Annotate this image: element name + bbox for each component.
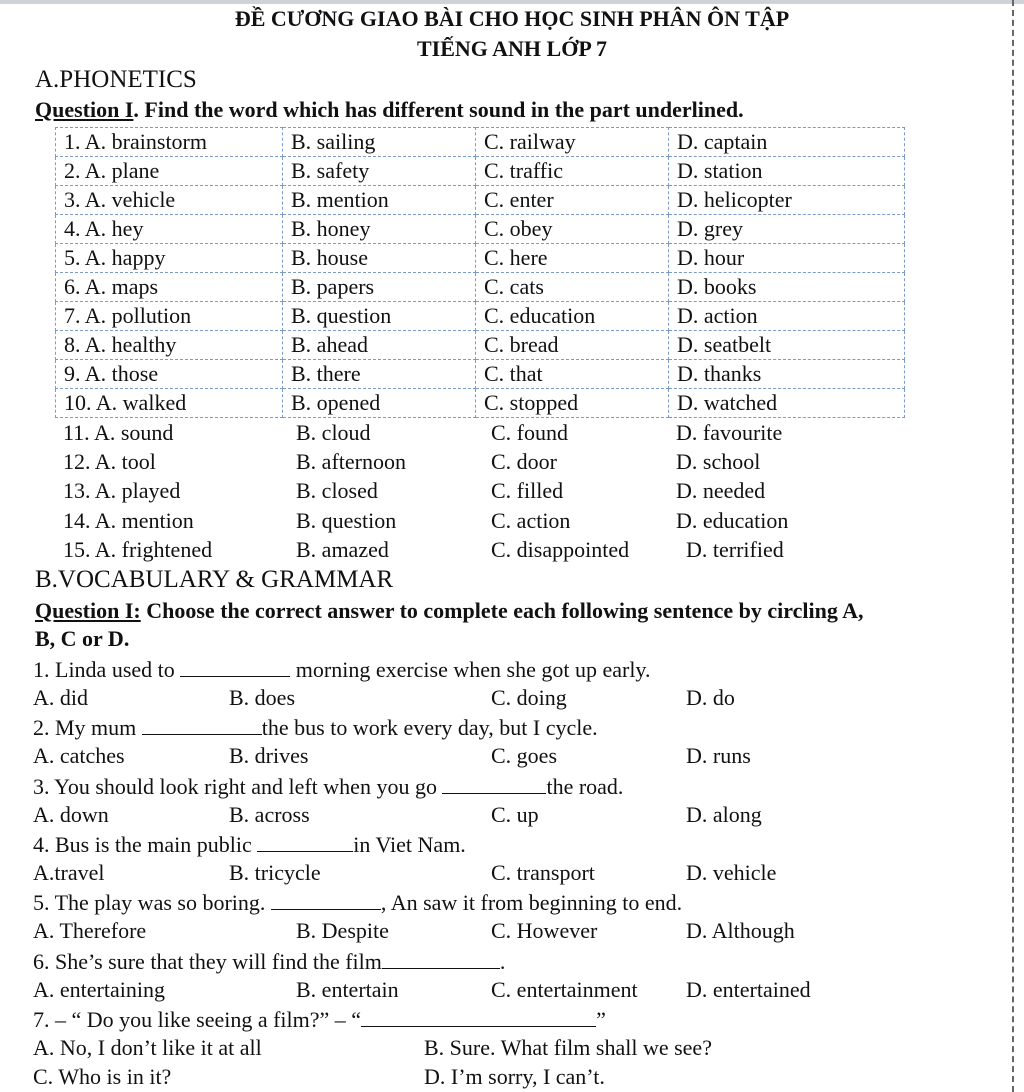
phonetics-option: 12. A. tool xyxy=(63,449,156,475)
phonetics-option: D. education xyxy=(676,507,789,533)
question-2-heading-line-2: B, C or D. xyxy=(35,626,130,651)
phonetics-option: D. books xyxy=(669,273,905,302)
answer-option[interactable]: C. doing xyxy=(491,685,567,710)
phonetics-row xyxy=(56,360,905,389)
phonetics-option: 14. A. mention xyxy=(63,507,194,533)
question-text: , An saw it from beginning to end. xyxy=(380,890,683,916)
phonetics-option: 2. A. plane xyxy=(56,157,283,186)
title-line-1: ĐỀ CƯƠNG GIAO BÀI CHO HỌC SINH PHÂN ÔN TẬP xyxy=(234,6,790,31)
phonetics-option: B. question xyxy=(296,507,397,533)
answer-option[interactable]: B. across xyxy=(229,801,310,827)
answer-blank xyxy=(271,891,381,910)
answer-option[interactable]: C. However xyxy=(491,918,598,944)
phonetics-option: B. honey xyxy=(283,215,476,244)
phonetics-option: D. watched xyxy=(669,389,905,418)
answer-option[interactable]: D. vehicle xyxy=(686,859,777,885)
phonetics-row xyxy=(56,331,905,360)
section-a-heading: A.PHONETICS xyxy=(35,66,197,93)
question-text: in Viet Nam. xyxy=(353,831,466,857)
answer-option[interactable]: A. did xyxy=(33,685,88,710)
phonetics-option: C. disappointed xyxy=(491,536,630,562)
phonetics-option: 5. A. happy xyxy=(56,244,283,273)
answer-option[interactable]: C. entertainment xyxy=(491,976,638,1002)
question-text: 2. My mum xyxy=(33,715,142,741)
answer-option[interactable]: D. I’m sorry, I can’t. xyxy=(424,1063,605,1089)
answer-blank xyxy=(142,716,262,735)
phonetics-option: 15. A. frightened xyxy=(63,536,213,562)
phonetics-option: C. door xyxy=(491,449,557,475)
phonetics-option: C. obey xyxy=(476,215,669,244)
question-text: 3. You should look right and left when you go xyxy=(33,773,443,799)
answer-option[interactable]: A. entertaining xyxy=(33,976,165,1002)
answer-option[interactable]: C. transport xyxy=(491,859,595,885)
question-stem xyxy=(33,716,598,739)
question-stem xyxy=(33,775,623,798)
question-text: 7. – “ Do you like seeing a film?” – “ xyxy=(33,1006,362,1032)
phonetics-row xyxy=(56,273,905,302)
phonetics-option: B. there xyxy=(283,360,476,389)
answer-option[interactable]: A. Therefore xyxy=(33,918,147,944)
question-1-label: Question I xyxy=(35,97,134,122)
answer-blank xyxy=(442,775,546,794)
phonetics-option: D. captain xyxy=(669,128,905,157)
phonetics-option: D. school xyxy=(676,449,761,475)
answer-option[interactable]: D. entertained xyxy=(686,976,811,1002)
phonetics-option: 1. A. brainstorm xyxy=(56,128,283,157)
answer-blank xyxy=(180,658,290,677)
phonetics-row xyxy=(56,244,905,273)
answer-option[interactable]: C. goes xyxy=(491,743,557,769)
phonetics-option: D. helicopter xyxy=(669,186,905,215)
page-top-edge xyxy=(0,0,1024,4)
phonetics-option: C. filled xyxy=(491,478,564,504)
phonetics-row xyxy=(56,302,905,331)
phonetics-row xyxy=(56,186,905,215)
phonetics-row xyxy=(56,389,905,418)
phonetics-option: C. education xyxy=(476,302,669,331)
question-2-label: Question I: xyxy=(35,598,141,623)
question-stem xyxy=(33,658,651,681)
answer-blank xyxy=(257,833,353,852)
question-text: . xyxy=(499,948,506,974)
question-1-text: . Find the word which has different sound in the part underlined. xyxy=(133,97,744,122)
question-text: 5. The play was so boring. xyxy=(33,890,271,916)
phonetics-option: D. grey xyxy=(669,215,905,244)
question-text: 4. Bus is the main public xyxy=(33,831,258,857)
answer-option[interactable]: A. No, I don’t like it at all xyxy=(33,1034,262,1060)
phonetics-row xyxy=(56,157,905,186)
question-2-heading xyxy=(35,600,864,622)
question-text: morning exercise when she got up early. xyxy=(290,657,651,682)
phonetics-option: B. house xyxy=(283,244,476,273)
answer-option[interactable]: B. entertain xyxy=(296,976,399,1002)
phonetics-option: D. needed xyxy=(676,478,766,504)
phonetics-option: B. papers xyxy=(283,273,476,302)
phonetics-option: 11. A. sound xyxy=(63,420,174,445)
phonetics-option: D. station xyxy=(669,157,905,186)
question-stem xyxy=(33,891,682,914)
phonetics-option: D. favourite xyxy=(676,420,783,445)
phonetics-option: C. bread xyxy=(476,331,669,360)
question-text: 1. Linda used to xyxy=(33,657,181,682)
phonetics-option: 6. A. maps xyxy=(56,273,283,302)
phonetics-option: 10. A. walked xyxy=(56,389,283,418)
answer-option[interactable]: D. along xyxy=(686,801,762,827)
question-stem xyxy=(33,1008,606,1031)
answer-option[interactable]: A.travel xyxy=(33,859,105,885)
phonetics-option: C. here xyxy=(476,244,669,273)
phonetics-option: 7. A. pollution xyxy=(56,302,283,331)
phonetics-option: 8. A. healthy xyxy=(56,331,283,360)
phonetics-option: B. sailing xyxy=(283,128,476,157)
answer-option[interactable]: B. Despite xyxy=(296,918,389,944)
phonetics-option: C. railway xyxy=(476,128,669,157)
question-text: the road. xyxy=(546,773,624,799)
section-b-heading: B.VOCABULARY & GRAMMAR xyxy=(35,566,394,593)
question-stem xyxy=(33,950,505,973)
answer-option[interactable]: B. tricycle xyxy=(229,859,321,885)
phonetics-option: C. that xyxy=(476,360,669,389)
answer-option[interactable]: C. up xyxy=(491,801,539,827)
phonetics-option: B. safety xyxy=(283,157,476,186)
phonetics-option: D. action xyxy=(669,302,905,331)
phonetics-table xyxy=(55,127,905,418)
question-text: the bus to work every day, but I cycle. xyxy=(261,715,598,741)
phonetics-option: D. terrified xyxy=(686,536,784,562)
phonetics-option: B. question xyxy=(283,302,476,331)
phonetics-option: C. stopped xyxy=(476,389,669,418)
answer-blank xyxy=(382,950,500,969)
phonetics-option: C. action xyxy=(491,507,571,533)
phonetics-option: B. afternoon xyxy=(296,449,406,475)
answer-option[interactable]: B. drives xyxy=(229,743,309,769)
phonetics-option: B. mention xyxy=(283,186,476,215)
phonetics-row xyxy=(56,215,905,244)
phonetics-option: D. thanks xyxy=(669,360,905,389)
phonetics-option: 13. A. played xyxy=(63,478,181,504)
phonetics-row xyxy=(56,128,905,157)
answer-blank xyxy=(361,1008,596,1027)
phonetics-option: 4. A. hey xyxy=(56,215,283,244)
question-text: ” xyxy=(596,1006,606,1032)
phonetics-option: C. traffic xyxy=(476,157,669,186)
phonetics-option: D. seatbelt xyxy=(669,331,905,360)
question-2-text: Choose the correct answer to complete each following sentence by circling A, xyxy=(140,598,864,623)
phonetics-option: C. enter xyxy=(476,186,669,215)
answer-option[interactable]: A. down xyxy=(33,801,109,827)
phonetics-option: B. ahead xyxy=(283,331,476,360)
answer-option[interactable]: D. do xyxy=(686,685,735,710)
phonetics-option: 3. A. vehicle xyxy=(56,186,283,215)
question-1-heading xyxy=(35,99,744,121)
phonetics-option: B. opened xyxy=(283,389,476,418)
page-margin-line xyxy=(1012,0,1014,1092)
phonetics-option: B. cloud xyxy=(296,420,371,445)
answer-option[interactable]: B. Sure. What film shall we see? xyxy=(424,1034,712,1060)
title-line-2: TIẾNG ANH LỚP 7 xyxy=(416,36,608,61)
phonetics-option: C. found xyxy=(491,420,568,445)
phonetics-option: C. cats xyxy=(476,273,669,302)
answer-option[interactable]: D. runs xyxy=(686,743,751,769)
phonetics-option: D. hour xyxy=(669,244,905,273)
answer-option[interactable]: D. Although xyxy=(686,918,795,944)
phonetics-option: B. amazed xyxy=(296,536,389,562)
question-text: 6. She’s sure that they will find the film xyxy=(33,948,382,974)
answer-option[interactable]: C. Who is in it? xyxy=(33,1063,172,1089)
answer-option[interactable]: A. catches xyxy=(33,743,125,769)
question-stem xyxy=(33,833,466,856)
phonetics-option: B. closed xyxy=(296,478,378,504)
answer-option[interactable]: B. does xyxy=(229,685,295,710)
phonetics-option: 9. A. those xyxy=(56,360,283,389)
